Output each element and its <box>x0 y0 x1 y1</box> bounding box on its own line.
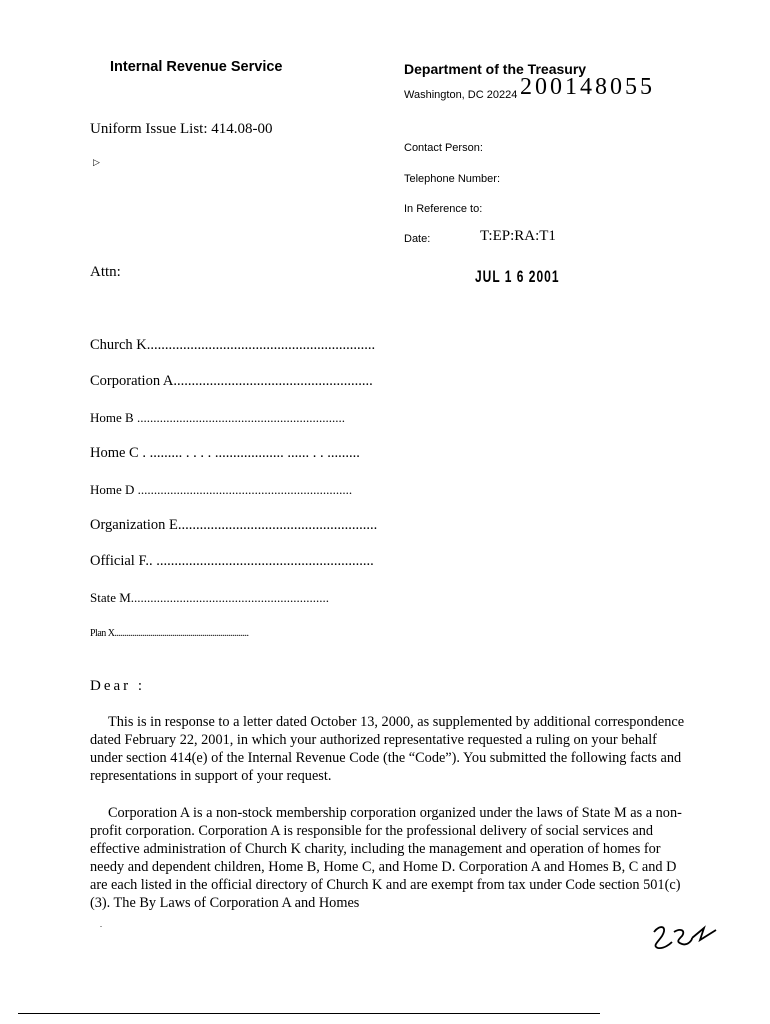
date-label: Date: <box>404 233 431 245</box>
party-church-k: Church K............................................................... <box>90 337 376 353</box>
party-home-d: Home D .................................................................. <box>90 482 353 497</box>
reference-label: In Reference to: <box>404 203 483 215</box>
city-line: Washington, DC 20224 <box>404 89 518 101</box>
party-organization-e: Organization E....................................................... <box>90 517 378 533</box>
party-state-m: State M............................................................. <box>90 590 330 605</box>
telephone-label: Telephone Number: <box>404 173 501 185</box>
salutation: Dear : <box>90 678 146 694</box>
uniform-issue-list: Uniform Issue List: 414.08-00 <box>90 121 273 137</box>
document-number: 200148055 <box>520 74 655 100</box>
reference-value: T:EP:RA:T1 <box>480 228 556 244</box>
party-corporation-a: Corporation A....................................................... <box>90 373 373 389</box>
party-plan-x: Plan X................................................................... <box>90 628 249 639</box>
marker-icon: ▷ <box>93 157 100 167</box>
handwritten-page-mark <box>648 918 720 954</box>
party-home-c: Home C . ......... . . . . ................... ...... . . ......... <box>90 445 360 461</box>
footer-rule <box>18 1013 600 1014</box>
party-home-b: Home B ................................................................ <box>90 410 345 425</box>
date-stamp: JUL 1 6 2001 <box>475 267 560 286</box>
party-official-f: Official F.. ............................................................ <box>90 553 374 569</box>
contact-person-label: Contact Person: <box>404 142 483 154</box>
stray-dot: . <box>100 920 102 929</box>
agency-name: Internal Revenue Service <box>110 59 283 75</box>
department-name: Department of the Treasury <box>404 61 587 77</box>
attn-line: Attn: <box>90 264 121 280</box>
body-paragraph: Corporation A is a non-stock membership corporation organized under the laws of State M as a non-profit corporation. Corporation A is responsible for the professional delivery of social services and effective administration of Church K charity, including the management and operation of homes for needy and dependent children, Home B, Home C, and Home D. Corporation A and Homes B, C and D are each listed in the official directory of Church K and are exempt from tax under Code section 501(c)(3). The By Laws of Corporation A and Homes <box>90 805 682 911</box>
body-paragraph: This is in response to a letter dated October 13, 2000, as supplemented by additional correspondence dated February 22, 2001, in which your authorized representative requested a ruling on your behalf under section 414(e) of the Internal Revenue Code (the “Code”). You submitted the following facts and representations in support of your request. <box>90 714 685 784</box>
